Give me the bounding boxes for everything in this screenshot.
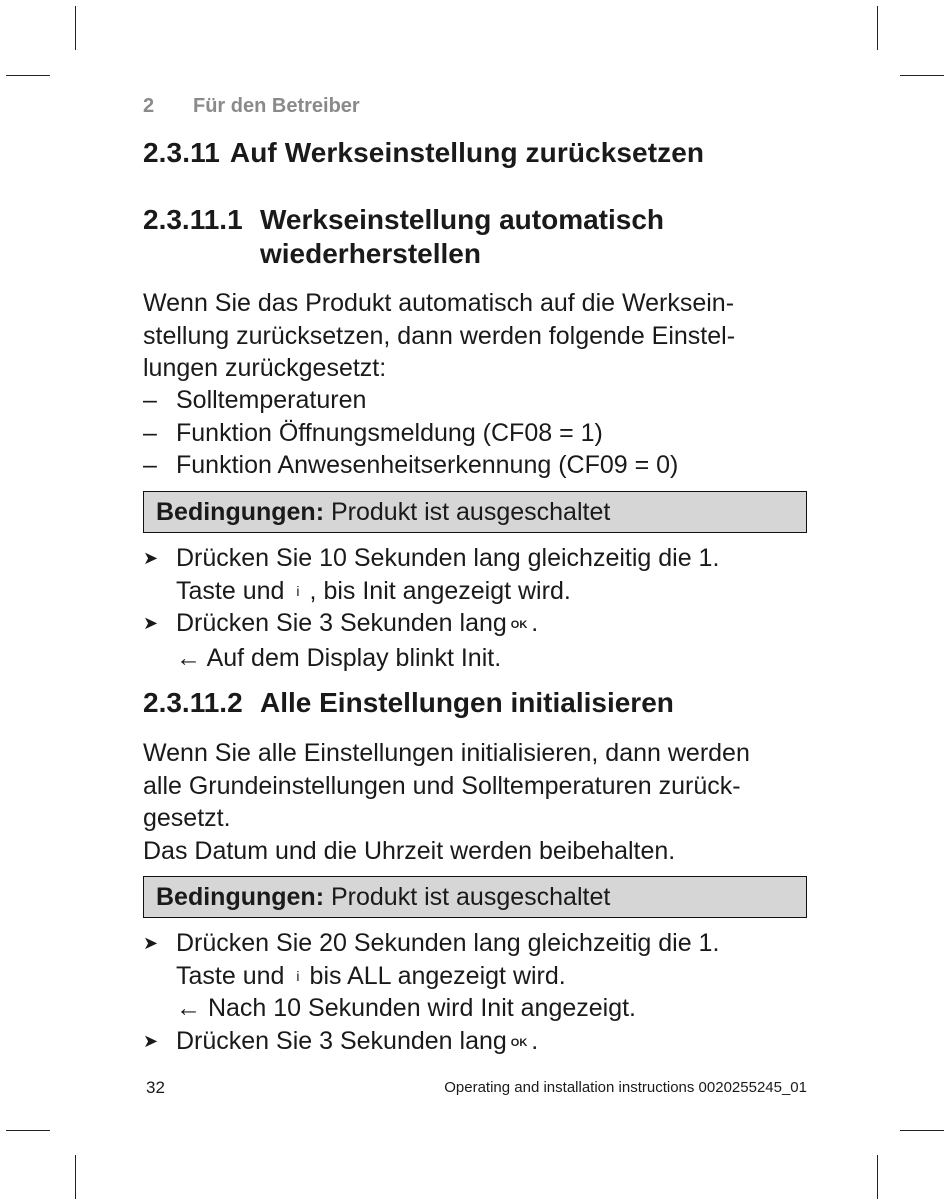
intro-paragraph-1 (143, 287, 823, 385)
step-arrow-icon: ➤ (143, 613, 159, 633)
condition-text: Produkt ist ausgeschaltet (330, 883, 611, 911)
section-number: 2.3.11 (143, 137, 220, 168)
section-heading (143, 137, 704, 169)
crop-mark (6, 75, 50, 76)
instruction-steps-1 (143, 542, 719, 674)
condition-label: Bedingungen: (156, 883, 325, 911)
paragraph-line: Wenn Sie das Produkt automatisch auf die Werksein- (143, 289, 735, 317)
step-result: ← Auf dem Display blinkt Init. (176, 643, 502, 672)
subsection-number: 2.3.11.1 (143, 204, 243, 235)
condition-box (143, 876, 807, 918)
dash-bullet: – (143, 418, 157, 447)
dash-bullet: – (143, 386, 157, 414)
list-item: – Funktion Öffnungsmeldung (CF08 = 1) (143, 417, 678, 450)
step-continuation: Taste und i bis ALL angezeigt wird. (143, 960, 719, 993)
list-item: – Funktion Anwesenheitserkennung (CF09 = 0) (143, 449, 678, 482)
subsection-title-line: Werkseinstellung automatisch (260, 204, 665, 235)
ok-key-icon: OK (510, 619, 528, 631)
dash-bullet: – (143, 451, 157, 479)
paragraph-line: gesetzt. (143, 804, 231, 832)
chapter-number: 2 (143, 95, 155, 117)
crop-mark (877, 6, 878, 50)
ok-key-icon: OK (510, 1036, 528, 1049)
crop-mark (877, 1155, 878, 1199)
step-result: ← Nach 10 Sekunden wird Init angezeigt. (176, 994, 637, 1022)
step-arrow-icon: ➤ (143, 548, 159, 568)
crop-mark (75, 6, 76, 50)
info-key-icon: i (296, 582, 300, 599)
crop-mark (900, 75, 944, 76)
paragraph-line: stellung zurücksetzen, dann werden folgende Einstel- (143, 321, 736, 350)
result-arrow-icon: ← (176, 643, 201, 672)
condition-box (143, 491, 807, 533)
crop-mark (6, 1130, 50, 1131)
paragraph-line: Das Datum und die Uhrzeit werden beibehalten. (143, 836, 676, 865)
paragraph-line: alle Grundeinstellungen und Solltemperaturen zurück- (143, 771, 741, 800)
instruction-steps-2 (143, 927, 719, 1059)
paragraph-line: Wenn Sie alle Einstellungen initialisieren, dann werden (143, 739, 750, 767)
subsection-number: 2.3.11.2 (143, 687, 243, 718)
crop-mark (75, 1155, 76, 1199)
step: ➤ Drücken Sie 3 Sekunden lang OK . (143, 607, 719, 642)
list-item: – Solltemperaturen (143, 384, 678, 417)
section-title: Auf Werkseinstellung zurücksetzen (229, 137, 705, 168)
step-arrow-icon: ➤ (143, 933, 159, 953)
subsection-heading-1 (143, 203, 664, 271)
step-arrow-icon: ➤ (143, 1030, 159, 1051)
crop-mark (900, 1130, 944, 1131)
info-key-icon: i (296, 967, 300, 984)
subsection-heading-2 (143, 686, 674, 720)
running-header (143, 95, 360, 118)
step: ➤ Drücken Sie 20 Sekunden lang gleichzeitig die 1. (143, 927, 719, 960)
result-arrow-icon: ← (176, 994, 201, 1022)
paragraph-line: lungen zurückgesetzt: (143, 354, 387, 382)
subsection-title-line: wiederherstellen (260, 238, 481, 269)
condition-label: Bedingungen: (156, 498, 325, 526)
intro-paragraph-2 (143, 737, 823, 867)
step-continuation: Taste und i , bis Init angezeigt wird. (143, 575, 719, 608)
settings-list (143, 384, 678, 482)
subsection-title: Alle Einstellungen initialisieren (260, 687, 674, 718)
chapter-title: Für den Betreiber (193, 95, 360, 117)
step: ➤ Drücken Sie 3 Sekunden lang OK . (143, 1025, 719, 1060)
condition-text: Produkt ist ausgeschaltet (330, 498, 611, 526)
page-number: 32 (146, 1078, 165, 1097)
document-reference: Operating and installation instructions 0020255245_01 (444, 1079, 807, 1096)
step: ➤ Drücken Sie 10 Sekunden lang gleichzeitig die 1. (143, 542, 719, 575)
